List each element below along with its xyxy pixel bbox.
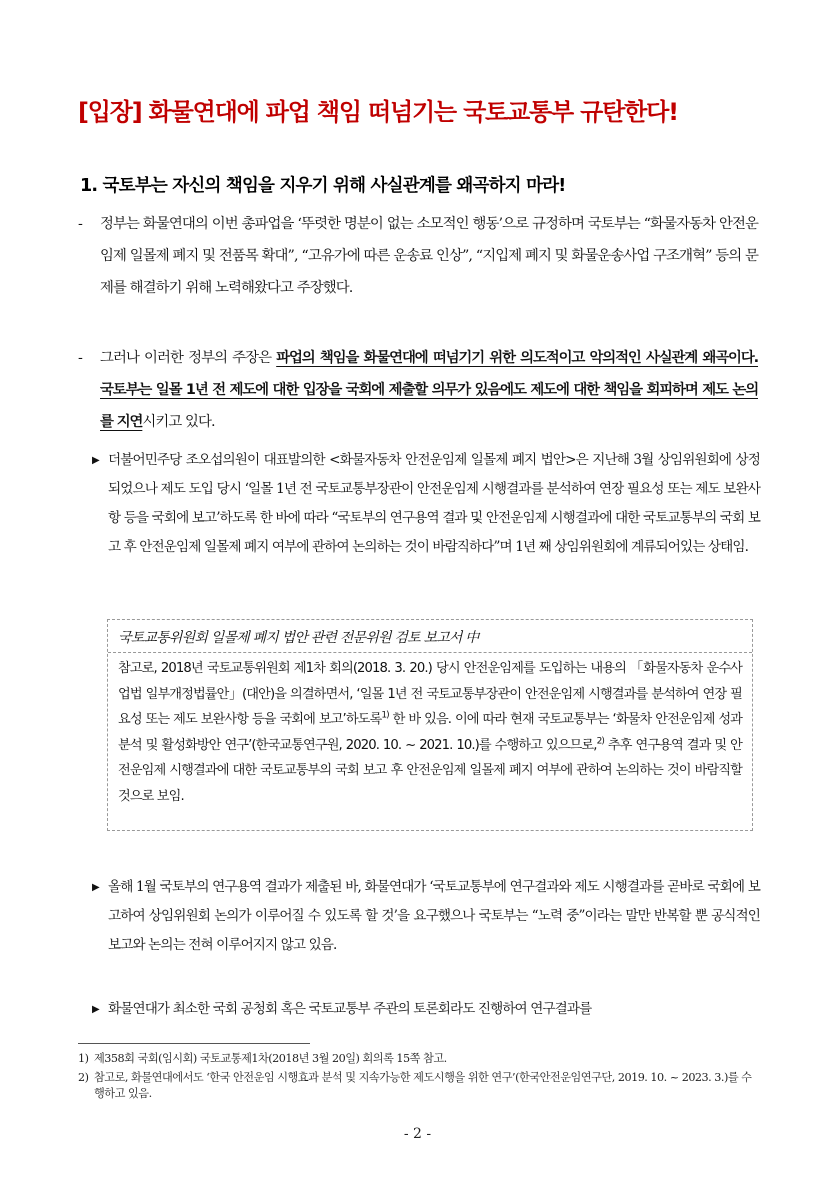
footnote-text: 제358회 국회(임시회) 국토교통제1차(2018년 3월 20일) 회의록 15쪽 참고. xyxy=(94,1052,447,1065)
quote-title: 국토교통위원회 일몰제 폐지 법안 관련 전문위원 검토 보고서 中 xyxy=(118,630,479,646)
quoted-report-box xyxy=(107,619,753,831)
footnote-ref-2[interactable]: 2) xyxy=(596,736,604,747)
triangle-bullet-icon: ▶ xyxy=(92,882,99,893)
bullet-text: 더불어민주당 조오섭의원이 대표발의한 <화물자동차 안전운임제 일몰제 폐지 법안>은 지난해 3월 상임위원회에 상정되었으나 제도 도입 당시 ‘일몰 1년 전 국토교통부장관이 안전운임제 시행결과를 분석하여 연장 필요성 또는 제도 보완사항 등을 국회에 보고’하도록 한 바에 따라 “국토부의 연구용역 결과 및 안전운임제 시행결과에 대한 국토교통부의 국회 보고 후 안전운임제 일몰제 폐지 여부에 관하여 논의하는 것이 바람직하다”며 1년 째 상임위원회에 계류되어있는 상태임. xyxy=(108,452,760,555)
footnote-number: 1) xyxy=(78,1052,89,1065)
triangle-bullet-icon: ▶ xyxy=(92,1004,99,1015)
bullet-research-result xyxy=(92,873,760,960)
paragraph-rebuttal xyxy=(78,342,758,438)
footnote-number: 2) xyxy=(78,1071,89,1084)
quote-divider xyxy=(108,652,752,653)
footnote-2 xyxy=(78,1070,758,1102)
section-heading: 1. 국토부는 자신의 책임을 지우기 위해 사실관계를 왜곡하지 마라! xyxy=(80,176,566,196)
paragraph-government-claim xyxy=(78,208,758,304)
page-number: - 2 - xyxy=(403,1126,432,1142)
quote-body xyxy=(118,656,742,809)
footnote-1 xyxy=(78,1051,758,1067)
bullet-text: 화물연대가 최소한 국회 공청회 혹은 국토교통부 주관의 토론회라도 진행하여 연구결과를 xyxy=(108,1001,592,1017)
quote-text-part: 추후 연구용역 결과 및 안전운임제 시행결과에 대한 국토교통부의 국회 보고 후 안전운임제 일몰제 폐지 여부에 관하여 논의하는 것이 바람직할 것으로 보임. xyxy=(118,737,742,804)
bullet-text: 올해 1월 국토부의 연구용역 결과가 제출된 바, 화물연대가 ‘국토교통부에 연구결과와 제도 시행결과를 곧바로 국회에 보고하여 상임위원회 논의가 이루어질 수 있도록 할 것’을 요구했으나 국토부는 “노력 중”이라는 말만 반복할 뿐 공식적인 보고와 논의는 전혀 이루어지지 않고 있음. xyxy=(108,879,760,953)
paragraph-text xyxy=(78,342,758,438)
bullet-bill-status xyxy=(92,446,760,562)
rebuttal-tail: 시키고 있다. xyxy=(142,414,215,430)
paragraph-text: 정부는 화물연대의 이번 총파업을 ‘뚜렷한 명분이 없는 소모적인 행동’으로 규정하며 국토부는 “화물자동차 안전운임제 일몰제 폐지 및 전품목 확대”, “고유가에 따른 운송료 인상”, “지입제 폐지 및 화물운송사업 구조개혁” 등의 문제를 해결하기 위해 노력해왔다고 주장했다. xyxy=(100,216,758,296)
rebuttal-lead: 그러나 이러한 정부의 주장은 xyxy=(100,350,277,366)
document-title: [입장] 화물연대에 파업 책임 떠넘기는 국토교통부 규탄한다! xyxy=(78,98,678,126)
bullet-hearing-request xyxy=(92,995,760,1024)
quote-text-part: 참고로, 2018년 국토교통위원회 제1차 회의(2018. 3. 20.) 당시 안전운임제를 도입하는 내용의 「화물자동차 운수사업법 일부개정법률안」(대안)을 의결하면서, ‘일몰 1년 전 국토교통부장관이 안전운임제 시행결과를 분석하여 연장 필요성 또는 제도 보완사항 등을 국회에 보고’하도록 xyxy=(118,661,742,727)
rebuttal-emphasis: 파업의 책임을 화물연대에 떠넘기기 위한 의도적이고 악의적인 사실관계 왜곡이다. 국토부는 일몰 1년 전 제도에 대한 입장을 국회에 제출할 의무가 있음에도 제도에 대한 책임을 회피하며 제도 논의를 지연 xyxy=(100,350,759,430)
quote-text-part: 한 바 있음. 이에 따라 현재 국토교통부는 ‘화물차 안전운임제 성과분석 및 활성화방안 연구’(한국교통연구원, 2020. 10. ~ 2021. 10.)를 수행하고 있으므로, xyxy=(118,712,742,753)
triangle-bullet-icon: ▶ xyxy=(92,455,99,466)
dash-marker: - xyxy=(78,350,82,366)
footnote-divider xyxy=(78,1043,310,1044)
dash-marker: - xyxy=(78,216,82,232)
footnote-text: 참고로, 화물연대에서도 ‘한국 안전운임 시행효과 분석 및 지속가능한 제도시행을 위한 연구’(한국안전운임연구단, 2019. 10. ~ 2023. 3.)를 수행하고 있음. xyxy=(94,1071,752,1100)
footnote-ref-1[interactable]: 1) xyxy=(381,710,389,721)
